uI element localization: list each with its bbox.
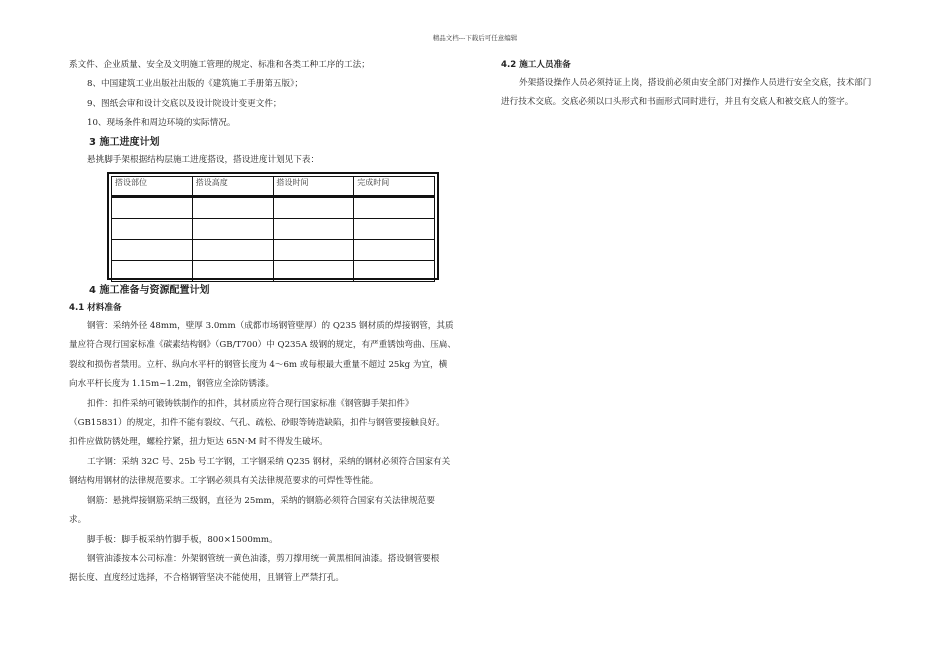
table-header-cell: 搭设高度: [192, 177, 273, 197]
table-header-row: [112, 177, 435, 197]
paragraph: 工字钢：采纳 32C 号、25b 号工字钢，工字钢采纳 Q235 钢材，采纳的钢材必须符合国家有关: [87, 456, 451, 467]
subsection-heading-staff: 4.2 施工人员准备: [501, 60, 571, 70]
table-header-cell: 完成时间: [354, 177, 435, 197]
paragraph: 扣件：扣件采纳可锻铸铁制作的扣件，其材质应符合现行国家标准《钢管脚手架扣件》: [87, 398, 414, 409]
paragraph: 扣件应做防锈处理，螺栓拧紧，扭力矩达 65N·M 时不得发生破坏。: [69, 437, 328, 448]
table-row: [112, 197, 435, 219]
table-header-cell: 搭设时间: [273, 177, 354, 197]
paragraph: 裂纹和损伤者禁用。立杆、纵向水平杆的钢管长度为 4～6m 或每根最大重量不超过 25kg 为宜，横: [69, 359, 448, 370]
page-header: 精品文档---下载后可任意编辑: [432, 34, 518, 42]
paragraph: 悬挑脚手架根据结构层施工进度搭设，搭设进度计划见下表：: [87, 154, 320, 165]
paragraph: 钢结构用钢材的法律规范要求。工字钢必须具有关法律规范要求的可焊性等性能。: [69, 476, 379, 487]
left-column: [69, 56, 479, 589]
list-item: 10、现场条件和周边环境的实际情况。: [87, 118, 236, 129]
paragraph: 进行技术交底。交底必须以口头形式和书面形式同时进行，并且有交底人和被交底人的签字。: [501, 97, 854, 108]
paragraph: 钢管：采纳外径 48mm，壁厚 3.0mm（成都市场钢管壁厚）的 Q235 钢材质的焊接钢管，其质: [87, 321, 454, 332]
paragraph: 脚手板：脚手板采纳竹脚手板，800×1500mm。: [87, 534, 278, 545]
paragraph: 钢筋：悬挑焊接钢筋采纳三级钢，直径为 25mm，采纳的钢筋必须符合国家有关法律规范要: [87, 495, 435, 506]
table-row: [112, 219, 435, 240]
list-item: 9、图纸会审和设计交底以及设计院设计变更文件；: [87, 98, 282, 109]
right-column: [501, 56, 921, 113]
paragraph: 系文件、企业质量、安全及文明施工管理的规定、标准和各类工种工序的工法；: [69, 60, 370, 70]
table-row: [112, 240, 435, 261]
section-heading-schedule: 3 施工进度计划: [89, 136, 160, 148]
paragraph: 外架搭设操作人员必须持证上岗，搭设前必须由安全部门对操作人员进行安全交底，技术部门: [519, 78, 872, 88]
paragraph: 向水平杆长度为 1.15m~1.2m，钢管应全涂防锈漆。: [69, 379, 275, 390]
table-row: [112, 261, 435, 282]
paragraph: 量应符合现行国家标准《碳素结构钢》（GB/T700）中 Q235A 级钢的规定，有严重锈蚀弯曲、压扁、: [69, 340, 456, 351]
paragraph: （GB15831）的规定，扣件不能有裂纹、气孔、疏松、砂眼等铸造缺陷，扣件与钢管要接触良好。: [69, 418, 445, 429]
list-item: 8、中国建筑工业出版社出版的《建筑施工手册第五版》；: [87, 79, 304, 90]
schedule-table: [107, 172, 439, 280]
paragraph: 求。: [69, 515, 87, 526]
paragraph: 据长度、直度经过选择，不合格钢管坚决不能使用，且钢管上严禁打孔。: [69, 573, 345, 584]
paragraph: 钢管油漆按本公司标准：外架钢管统一黄色油漆，剪刀撑用统一黄黑相间油漆。搭设钢管要根: [87, 553, 440, 564]
subsection-heading-materials: 4.1 材料准备: [69, 303, 122, 314]
section-heading-preparation: 4 施工准备与资源配置计划: [89, 285, 210, 297]
table-header-cell: 搭设部位: [112, 177, 193, 197]
